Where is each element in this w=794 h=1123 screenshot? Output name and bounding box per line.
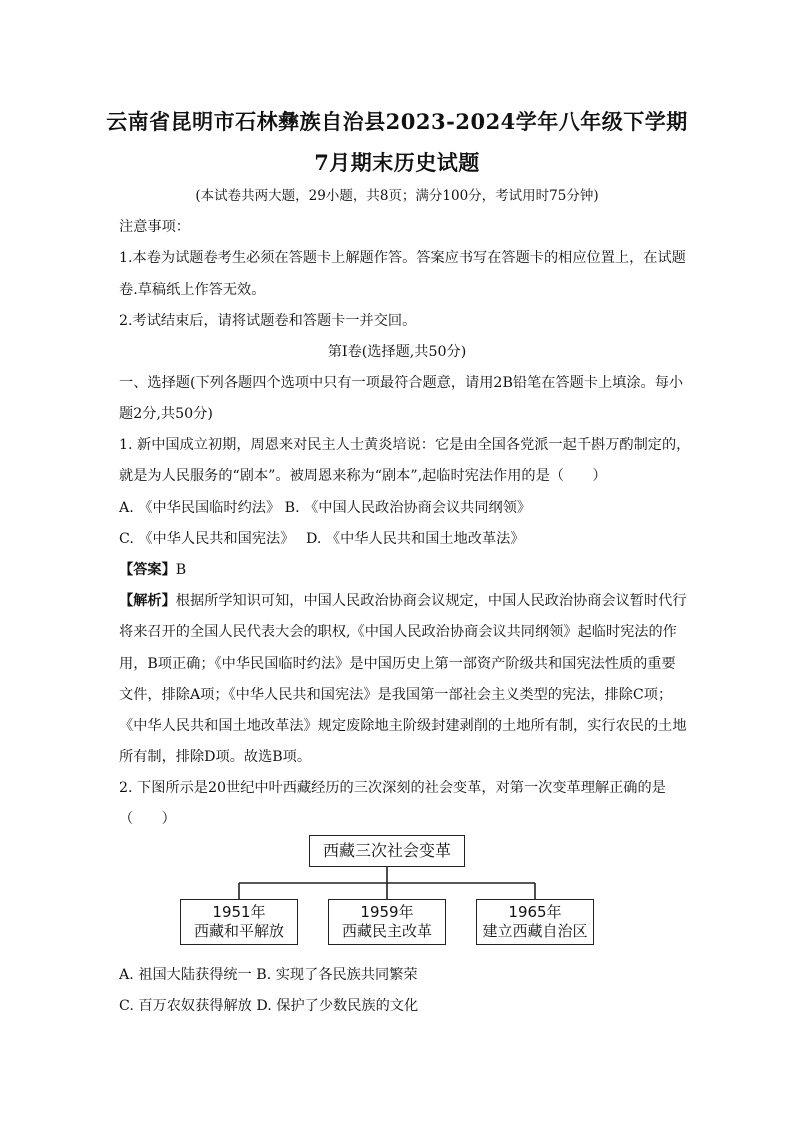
answer-value: B (175, 562, 187, 578)
q1-options-line1: A. 《中华民国临时约法》 B. 《中国人民政治协商会议共同纲领》 (119, 500, 532, 516)
section-title: 第Ⅰ卷(选择题,共50分) (327, 344, 467, 360)
q1-analysis-line5: 《中华人民共和国土地改革法》规定废除地主阶级封建剥削的土地所有制，实行农民的土地 (119, 718, 687, 734)
exam-title-line1: 云南省昆明市石林彝族自治县2023-2024学年八年级下学期 (106, 109, 688, 134)
q1-answer (119, 561, 689, 579)
q1-analysis-line1 (119, 592, 689, 610)
exam-title-line2: 7月期末历史试题 (314, 150, 480, 175)
diagram-event: 建立西藏自治区 (482, 922, 588, 940)
diagram-event: 西藏民主改革 (341, 922, 432, 940)
diagram-year: 1959年 (360, 903, 414, 921)
diagram-year: 1951年 (212, 903, 266, 921)
notice-item2: 2.考试结束后，请将试题卷和答题卡一并交回。 (119, 313, 417, 329)
diagram-event: 西藏和平解放 (193, 922, 284, 940)
diagram-year: 1965年 (508, 903, 562, 921)
section-intro-line2: 题2分,共50分) (119, 406, 213, 422)
diagram-box-1951 (180, 899, 298, 945)
q1-options-line2: C. 《中华人民共和国宪法》 D. 《中华人民共和国土地改革法》 (119, 531, 525, 547)
q1-analysis-line6: 所有制，排除D项。故选B项。 (119, 749, 312, 765)
analysis-text: 根据所学知识可知，中国人民政治协商会议规定，中国人民政治协商会议暂时代行 (175, 593, 687, 609)
notice-heading: 注意事项： (119, 219, 190, 235)
q2-stem-line1: 2. 下图所示是20世纪中叶西藏经历的三次深刻的社会变革，对第一次变革理解正确的是 (119, 780, 666, 796)
answer-label: 【答案】 (119, 562, 176, 578)
section-intro-line1: 一、选择题(下列各题四个选项中只有一项最符合题意，请用2B铅笔在答题卡上填涂。每小 (119, 375, 684, 391)
diagram-box-1965 (476, 899, 594, 945)
q2-options-line2: C. 百万农奴获得解放 D. 保护了少数民族的文化 (119, 998, 419, 1014)
q1-analysis-line3: 用，B项正确；《中华民国临时约法》是中国历史上第一部资产阶级共和国宪法性质的重要 (119, 656, 676, 672)
notice-item1-line1: 1.本卷为试题卷考生必须在答题卡上解题作答。答案应书写在答题卡的相应位置上，在试题 (119, 250, 686, 266)
q1-stem-line1: 1. 新中国成立初期，周恩来对民主人士黄炎培说：它是由全国各党派一起千斟万酌制定的， (119, 437, 691, 453)
exam-subtitle: (本试卷共两大题，29小题，共8页；满分100分，考试用时75分钟) (195, 188, 599, 204)
q2-options-line1: A. 祖国大陆获得统一 B. 实现了各民族共同繁荣 (119, 967, 418, 983)
tibet-reform-diagram (178, 835, 624, 947)
q1-analysis-line2: 将来召开的全国人民代表大会的职权,《中国人民政治协商会议共同纲领》起临时宪法的作 (119, 624, 677, 640)
diagram-root-box: 西藏三次社会变革 (309, 835, 465, 867)
notice-item1-line2: 卷.草稿纸上作答无效。 (119, 282, 266, 298)
diagram-box-1959 (328, 899, 446, 945)
q1-analysis-line4: 文件，排除A项；《中华人民共和国宪法》是我国第一部社会主义类型的宪法，排除C项； (119, 687, 673, 703)
analysis-label: 【解析】 (119, 593, 176, 609)
q1-stem-line2: 就是为人民服务的“剧本”。被周恩来称为“剧本”,起临时宪法作用的是（ ） (119, 468, 607, 484)
q2-stem-line2: （ ） (119, 811, 176, 827)
